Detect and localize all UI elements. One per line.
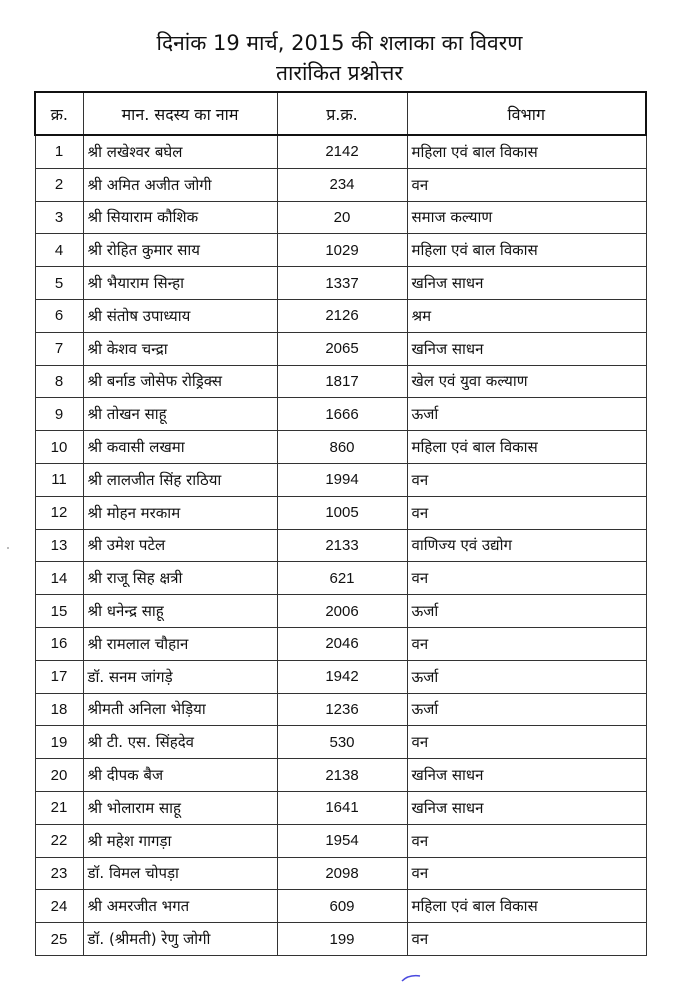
department-cell: समाज कल्याण (407, 201, 646, 234)
department-cell: खनिज साधन (407, 791, 646, 824)
member-name-cell: श्री रोहित कुमार साय (83, 234, 277, 267)
table-row (35, 267, 646, 300)
table-row (35, 234, 646, 267)
serial-number-cell: 5 (35, 267, 83, 300)
department-cell: ऊर्जा (407, 660, 646, 693)
member-name-cell: श्री मोहन मरकाम (83, 496, 277, 529)
serial-number-cell: 4 (35, 234, 83, 267)
table-header-row (35, 92, 646, 135)
department-cell: महिला एवं बाल विकास (407, 234, 646, 267)
member-name-cell: श्री तोखन साहू (83, 398, 277, 431)
scan-speck (7, 547, 9, 549)
question-number-cell: 530 (277, 726, 407, 759)
department-cell: वन (407, 562, 646, 595)
department-cell: महिला एवं बाल विकास (407, 135, 646, 168)
serial-number-cell: 1 (35, 135, 83, 168)
member-name-cell: श्री भैयाराम सिन्हा (83, 267, 277, 300)
question-number-cell: 2046 (277, 627, 407, 660)
department-cell: खनिज साधन (407, 759, 646, 792)
serial-number-cell: 14 (35, 562, 83, 595)
table-row (35, 431, 646, 464)
table-row (35, 857, 646, 890)
department-cell: श्रम (407, 299, 646, 332)
question-number-cell: 1954 (277, 824, 407, 857)
table-row (35, 398, 646, 431)
question-number-cell: 20 (277, 201, 407, 234)
question-number-cell: 1337 (277, 267, 407, 300)
serial-number-cell: 22 (35, 824, 83, 857)
table-row (35, 332, 646, 365)
question-number-cell: 609 (277, 890, 407, 923)
serial-number-cell: 25 (35, 923, 83, 956)
department-cell: वन (407, 463, 646, 496)
question-number-cell: 1994 (277, 463, 407, 496)
serial-number-cell: 15 (35, 595, 83, 628)
serial-number-cell: 13 (35, 529, 83, 562)
department-cell: महिला एवं बाल विकास (407, 890, 646, 923)
member-name-cell: श्री धनेन्द्र साहू (83, 595, 277, 628)
column-header-department: विभाग (407, 92, 646, 135)
question-number-cell: 199 (277, 923, 407, 956)
question-number-cell: 621 (277, 562, 407, 595)
column-header-member-name: मान. सदस्य का नाम (83, 92, 277, 135)
question-number-cell: 1029 (277, 234, 407, 267)
member-name-cell: श्री लखेश्वर बघेल (83, 135, 277, 168)
member-name-cell: श्री राजू सिह क्षत्री (83, 562, 277, 595)
column-header-question-number: प्र.क्र. (277, 92, 407, 135)
column-header-serial: क्र. (35, 92, 83, 135)
table-row (35, 759, 646, 792)
department-cell: वन (407, 168, 646, 201)
question-number-cell: 2065 (277, 332, 407, 365)
pen-mark-icon (400, 974, 422, 983)
question-number-cell: 2126 (277, 299, 407, 332)
serial-number-cell: 11 (35, 463, 83, 496)
question-number-cell: 2142 (277, 135, 407, 168)
serial-number-cell: 19 (35, 726, 83, 759)
department-cell: वन (407, 627, 646, 660)
question-number-cell: 860 (277, 431, 407, 464)
table-row (35, 791, 646, 824)
question-number-cell: 1005 (277, 496, 407, 529)
table-row (35, 660, 646, 693)
member-name-cell: डॉ. सनम जांगड़े (83, 660, 277, 693)
member-name-cell: श्री उमेश पटेल (83, 529, 277, 562)
document-title: दिनांक 19 मार्च, 2015 की शलाका का विवरण (156, 31, 523, 55)
serial-number-cell: 9 (35, 398, 83, 431)
department-cell: ऊर्जा (407, 398, 646, 431)
member-name-cell: श्रीमती अनिला भेड़िया (83, 693, 277, 726)
department-cell: वन (407, 726, 646, 759)
table-row (35, 365, 646, 398)
table-row (35, 201, 646, 234)
department-cell: वन (407, 857, 646, 890)
serial-number-cell: 24 (35, 890, 83, 923)
table-row (35, 890, 646, 923)
member-name-cell: श्री केशव चन्द्रा (83, 332, 277, 365)
serial-number-cell: 16 (35, 627, 83, 660)
member-name-cell: डॉ. (श्रीमती) रेणु जोगी (83, 923, 277, 956)
table-row (35, 529, 646, 562)
question-number-cell: 1641 (277, 791, 407, 824)
table-row (35, 824, 646, 857)
serial-number-cell: 2 (35, 168, 83, 201)
question-number-cell: 1942 (277, 660, 407, 693)
serial-number-cell: 10 (35, 431, 83, 464)
table-row (35, 726, 646, 759)
table-row (35, 168, 646, 201)
member-name-cell: श्री सियाराम कौशिक (83, 201, 277, 234)
member-name-cell: श्री भोलाराम साहू (83, 791, 277, 824)
department-cell: खनिज साधन (407, 267, 646, 300)
question-number-cell: 234 (277, 168, 407, 201)
member-name-cell: श्री महेश गागड़ा (83, 824, 277, 857)
table-row (35, 463, 646, 496)
table-row (35, 627, 646, 660)
serial-number-cell: 20 (35, 759, 83, 792)
serial-number-cell: 17 (35, 660, 83, 693)
serial-number-cell: 7 (35, 332, 83, 365)
serial-number-cell: 12 (35, 496, 83, 529)
question-number-cell: 2006 (277, 595, 407, 628)
table-row (35, 562, 646, 595)
member-name-cell: श्री रामलाल चौहान (83, 627, 277, 660)
table-row (35, 496, 646, 529)
starred-questions-table (34, 91, 647, 956)
question-number-cell: 2138 (277, 759, 407, 792)
document-subtitle: तारांकित प्रश्नोत्तर (276, 61, 403, 85)
serial-number-cell: 23 (35, 857, 83, 890)
table-row (35, 595, 646, 628)
member-name-cell: श्री दीपक बैज (83, 759, 277, 792)
serial-number-cell: 8 (35, 365, 83, 398)
table-row (35, 923, 646, 956)
member-name-cell: श्री बर्नाड जोसेफ रोड्रिक्स (83, 365, 277, 398)
department-cell: महिला एवं बाल विकास (407, 431, 646, 464)
member-name-cell: श्री टी. एस. सिंहदेव (83, 726, 277, 759)
serial-number-cell: 21 (35, 791, 83, 824)
department-cell: खेल एवं युवा कल्याण (407, 365, 646, 398)
department-cell: ऊर्जा (407, 693, 646, 726)
member-name-cell: श्री संतोष उपाध्याय (83, 299, 277, 332)
member-name-cell: डॉ. विमल चोपड़ा (83, 857, 277, 890)
department-cell: वन (407, 496, 646, 529)
department-cell: खनिज साधन (407, 332, 646, 365)
question-number-cell: 2133 (277, 529, 407, 562)
question-number-cell: 1666 (277, 398, 407, 431)
serial-number-cell: 3 (35, 201, 83, 234)
table-row (35, 299, 646, 332)
department-cell: वन (407, 824, 646, 857)
member-name-cell: श्री अमरजीत भगत (83, 890, 277, 923)
question-number-cell: 1236 (277, 693, 407, 726)
department-cell: ऊर्जा (407, 595, 646, 628)
member-name-cell: श्री अमित अजीत जोगी (83, 168, 277, 201)
table-row (35, 135, 646, 168)
question-number-cell: 1817 (277, 365, 407, 398)
question-number-cell: 2098 (277, 857, 407, 890)
department-cell: वन (407, 923, 646, 956)
serial-number-cell: 6 (35, 299, 83, 332)
serial-number-cell: 18 (35, 693, 83, 726)
member-name-cell: श्री लालजीत सिंह राठिया (83, 463, 277, 496)
member-name-cell: श्री कवासी लखमा (83, 431, 277, 464)
department-cell: वाणिज्य एवं उद्योग (407, 529, 646, 562)
table-row (35, 693, 646, 726)
